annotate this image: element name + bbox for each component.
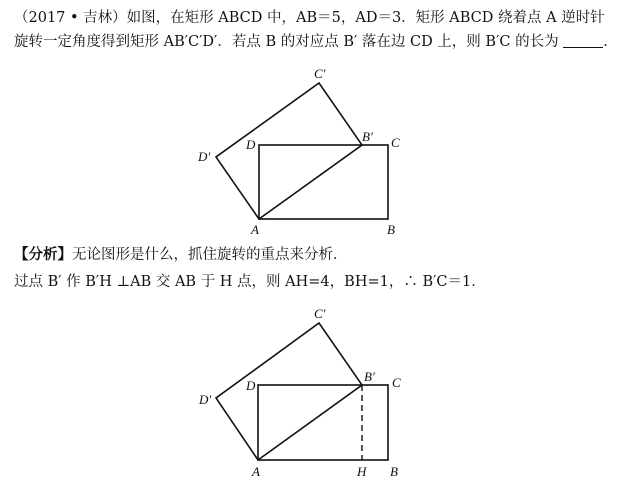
label-D: D — [246, 137, 256, 152]
label-C1: C′ — [314, 66, 326, 81]
label-C: C — [391, 135, 400, 150]
label-C1: C′ — [314, 306, 326, 321]
problem-text-2: 旋转一定角度得到矩形 AB′C′D′．若点 B 的对应点 B′ 落在边 CD 上，则 B′C 的长为 — [14, 34, 559, 50]
analysis-line-2 — [14, 272, 486, 292]
figure-2 — [0, 300, 640, 486]
rectangle-abcd — [258, 385, 388, 460]
label-A: A — [252, 464, 260, 479]
problem-text-1: （2017 • 吉林）如图，在矩形 ABCD 中，AB＝5，AD＝3．矩形 ABCD 绕着点 A 逆时针 — [14, 10, 605, 26]
analysis-text-2: 过点 B′ 作 B′H ⊥AB 交 AB 于 H 点，则 AH=4，BH=1，∴ B′C＝1． — [14, 274, 486, 290]
label-A: A — [251, 222, 259, 237]
rectangle-ab1c1d1 — [216, 83, 362, 219]
label-D1: D′ — [199, 392, 212, 407]
rectangle-abcd — [259, 145, 388, 219]
label-B1: B′ — [362, 129, 373, 144]
label-H: H — [357, 464, 367, 479]
analysis-line-1 — [14, 245, 348, 265]
label-B1: B′ — [364, 369, 375, 384]
figure-1 — [0, 60, 640, 240]
analysis-tag: 【分析】 — [14, 246, 72, 263]
problem-line-2 — [14, 32, 618, 52]
problem-line-1 — [14, 8, 605, 28]
label-B: B — [387, 222, 395, 237]
label-B: B — [390, 464, 398, 479]
label-D: D — [246, 378, 256, 393]
answer-blank[interactable] — [563, 33, 603, 48]
analysis-text: 无论图形是什么，抓住旋转的重点来分析． — [72, 247, 348, 263]
problem-end-punct: ． — [603, 34, 618, 50]
rectangle-ab1c1d1 — [216, 323, 362, 460]
label-D1: D′ — [198, 149, 211, 164]
label-C: C — [392, 375, 401, 390]
